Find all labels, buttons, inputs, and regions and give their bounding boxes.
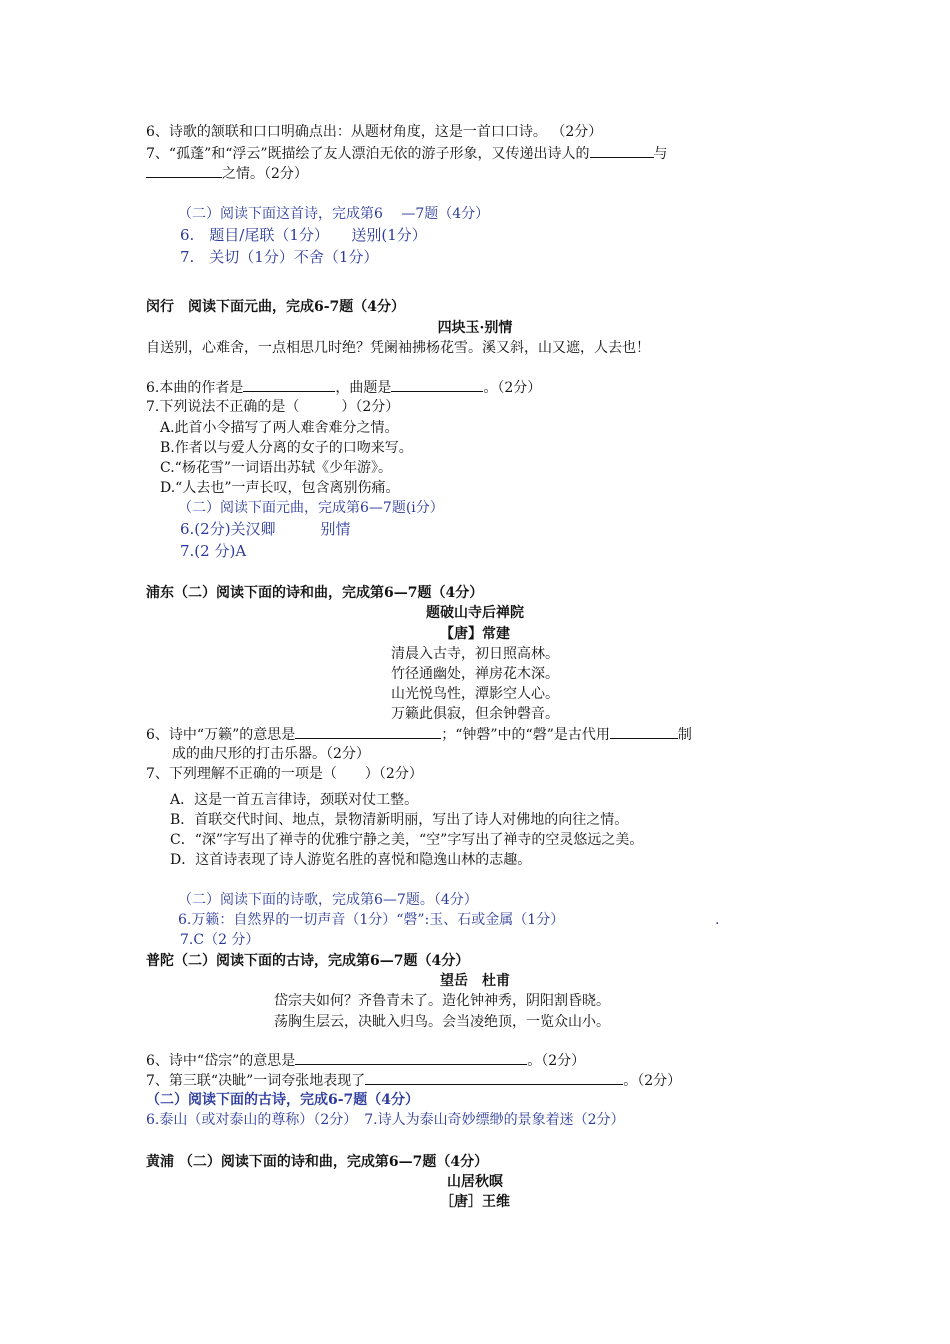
s1-q6: 6、诗歌的颔联和口口明确点出：从题材角度，这是一首口口诗。 （2分） xyxy=(146,124,603,140)
s1-answer-heading: （二）阅读下面这首诗，完成第6 —7题（4分） xyxy=(178,206,490,222)
s2-option-b: B.作者以与爱人分离的女子的口吻来写。 xyxy=(160,440,413,456)
s2-heading: 闵行 阅读下面元曲，完成6-7题（4分） xyxy=(146,299,406,315)
s4-q7 xyxy=(146,1070,681,1091)
s4-poem-line-1: 岱宗夫如何？齐鲁青未了。造化钟神秀，阴阳割昏晓。 xyxy=(274,993,610,1009)
s2-q7: 7.下列说法不正确的是（ ）（2分） xyxy=(146,399,400,415)
s2-answer-7: 7.(2 分)A xyxy=(180,542,247,560)
s3-q6-b: ；“钟磬”中的“磬”是古代用 xyxy=(441,727,610,743)
s2-q6-a: 6.本曲的作者是 xyxy=(146,380,244,396)
blank-line[interactable] xyxy=(610,724,678,739)
s2-answer-heading: （二）阅读下面元曲，完成第6—7题(i分） xyxy=(178,500,444,516)
s4-q7-a: 7、第三联“决眦”一词夸张地表现了 xyxy=(146,1073,366,1089)
s3-option-a: A．这是一首五言律诗，颈联对仗工整。 xyxy=(170,792,419,808)
s2-q6 xyxy=(146,377,541,398)
blank-line[interactable] xyxy=(365,1070,623,1085)
s2-q6-c: 。（2分） xyxy=(483,380,542,396)
s3-poem-line-3: 山光悦鸟性，潭影空人心。 xyxy=(391,686,559,702)
s2-option-d: D.“人去也”一声长叹，包含离别伤痛。 xyxy=(160,480,400,496)
s4-q6-a: 6、诗中“岱宗”的意思是 xyxy=(146,1053,296,1069)
s1-answer-6: 6. 题目/尾联（1分） 送别(1分） xyxy=(180,226,427,244)
s5-heading: 黄浦 （二）阅读下面的诗和曲，完成第6—7题（4分） xyxy=(146,1154,489,1170)
s1-q7-cont xyxy=(146,163,308,184)
s2-option-c: C.“杨花雪”一词语出苏轼《少年游》。 xyxy=(160,460,392,476)
s4-q6-b: 。（2分） xyxy=(527,1053,586,1069)
s3-poem-title: 题破山寺后禅院 xyxy=(426,605,524,621)
s3-answer-6: 6.万籁：自然界的一切声音（1分）“磬”:玉、石或金属（1分） xyxy=(178,912,565,928)
blank-line[interactable] xyxy=(590,143,654,158)
s3-q6-continued: 成的曲尺形的打击乐器。（2分） xyxy=(172,746,370,762)
s3-poem-author: 【唐】常建 xyxy=(440,626,510,642)
blank-line[interactable] xyxy=(295,1050,527,1065)
s3-answer-dot: . xyxy=(715,912,720,928)
s3-heading: 浦东（二）阅读下面的诗和曲，完成第6—7题（4分） xyxy=(146,585,484,601)
s3-answer-heading: （二）阅读下面的诗歌，完成第6—7题。（4分） xyxy=(178,892,478,908)
s4-answer-heading: （二）阅读下面的古诗，完成6-7题（4分） xyxy=(146,1092,420,1108)
s5-poem-author: ［唐］王维 xyxy=(440,1194,510,1210)
s3-poem-line-1: 清晨入古寺，初日照高林。 xyxy=(391,646,559,662)
s3-option-b: B．首联交代时间、地点，景物清新明丽，写出了诗人对佛地的向往之情。 xyxy=(170,812,629,828)
s4-poem-title: 望岳 杜甫 xyxy=(440,973,510,989)
s5-poem-title: 山居秋暝 xyxy=(447,1174,503,1190)
s3-option-d: D．这首诗表现了诗人游览名胜的喜悦和隐逸山林的志趣。 xyxy=(170,852,532,868)
s1-q7-tail: 之情。（2分） xyxy=(222,166,308,182)
s2-poem-text: 自送别，心难舍，一点相思几时绝？凭阑袖拂杨花雪。溪又斜，山又遮，人去也！ xyxy=(146,340,650,356)
s4-q6 xyxy=(146,1050,585,1071)
s3-q6-c: 制 xyxy=(677,727,692,743)
s1-q7-and: 与 xyxy=(653,146,668,162)
s2-q6-b: ，曲题是 xyxy=(335,380,392,396)
s3-answer-7: 7.C（2 分） xyxy=(180,932,260,948)
s3-poem-line-2: 竹径通幽处，禅房花木深。 xyxy=(391,666,559,682)
blank-line[interactable] xyxy=(295,724,441,739)
s3-option-c: C．“深”字写出了禅寺的优雅宁静之美，“空”字写出了禅寺的空灵悠远之美。 xyxy=(170,832,644,848)
s2-option-a: A.此首小令描写了两人难舍难分之情。 xyxy=(160,420,399,436)
s2-poem-title: 四块玉·别情 xyxy=(437,320,513,336)
s4-answer: 6.泰山（或对泰山的尊称）（2分） 7.诗人为泰山奇妙缥缈的景象着迷（2分） xyxy=(146,1112,625,1128)
s3-q6-a: 6、诗中“万籁”的意思是 xyxy=(146,727,296,743)
s1-q7 xyxy=(146,143,668,164)
s3-q6 xyxy=(146,724,692,745)
s1-q7-text: 7、“孤蓬”和“浮云”既描绘了友人漂泊无依的游子形象，又传递出诗人的 xyxy=(146,146,590,162)
s2-answer-6: 6.(2分)关汉卿 别情 xyxy=(180,520,351,538)
s4-poem-line-2: 荡胸生层云，决眦入归鸟。会当凌绝顶，一览众山小。 xyxy=(274,1014,610,1030)
blank-line[interactable] xyxy=(391,377,483,392)
s3-poem-line-4: 万籁此俱寂，但余钟磬音。 xyxy=(391,706,559,722)
s4-heading: 普陀（二）阅读下面的古诗，完成第6—7题（4分） xyxy=(146,953,470,969)
s4-q7-b: 。（2分） xyxy=(623,1073,682,1089)
blank-line[interactable] xyxy=(146,163,222,178)
s1-answer-7: 7. 关切（1分）不舍（1分） xyxy=(180,248,379,266)
blank-line[interactable] xyxy=(243,377,335,392)
s3-q7: 7、下列理解不正确的一项是（ ）（2分） xyxy=(146,766,423,782)
